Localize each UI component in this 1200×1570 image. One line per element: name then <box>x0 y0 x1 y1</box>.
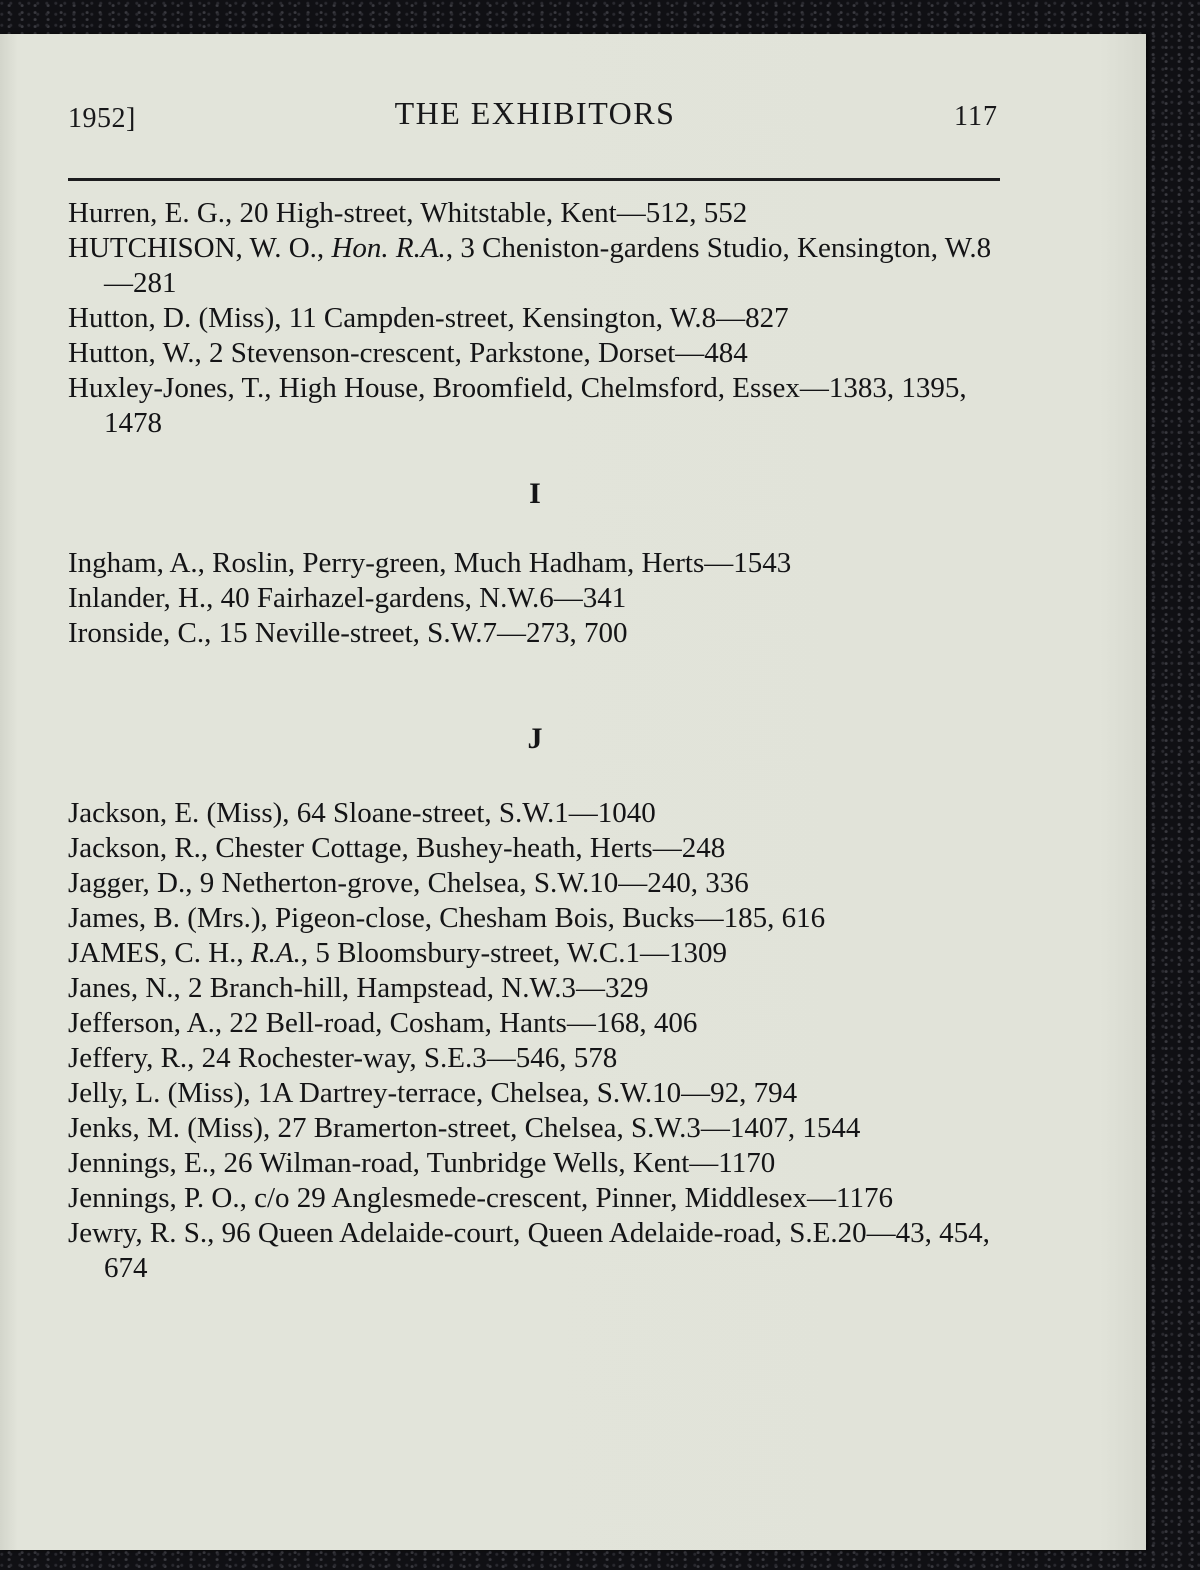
list-item: Jackson, E. (Miss), 64 Sloane-street, S.W.1—1040 <box>68 797 656 829</box>
list-item: Jennings, E., 26 Wilman-road, Tunbridge Wells, Kent—1170 <box>68 1147 776 1179</box>
list-item: Ingham, A., Roslin, Perry-green, Much Hadham, Herts—1543 <box>68 547 792 579</box>
list-item: Hutton, W., 2 Stevenson-crescent, Parkstone, Dorset—484 <box>68 337 748 369</box>
exhibitor-list <box>68 196 1002 1286</box>
list-item: Janes, N., 2 Branch-hill, Hampstead, N.W.3—329 <box>68 972 649 1004</box>
list-item: HUTCHISON, W. O., Hon. R.A., 3 Cheniston-gardens Studio, Kensington, W.8—281 <box>68 232 992 299</box>
page-title: THE EXHIBITORS <box>394 95 676 131</box>
list-item: Jefferson, A., 22 Bell-road, Cosham, Hants—168, 406 <box>68 1007 698 1039</box>
list-item: Jelly, L. (Miss), 1A Dartrey-terrace, Chelsea, S.W.10—92, 794 <box>68 1077 798 1109</box>
list-item: Hurren, E. G., 20 High-street, Whitstable, Kent—512, 552 <box>68 197 748 229</box>
section-letter-j: J <box>527 722 543 755</box>
list-item: Jenks, M. (Miss), 27 Bramerton-street, Chelsea, S.W.3—1407, 1544 <box>68 1112 861 1144</box>
header-year: 1952] <box>68 103 136 134</box>
page-number: 117 <box>954 101 998 132</box>
list-item: James, B. (Mrs.), Pigeon-close, Chesham Bois, Bucks—185, 616 <box>68 902 826 934</box>
list-item: Huxley-Jones, T., High House, Broomfield, Chelmsford, Essex—1383, 1395, 1478 <box>68 372 967 439</box>
running-header <box>68 95 1002 145</box>
list-item: Jagger, D., 9 Netherton-grove, Chelsea, S.W.10—240, 336 <box>68 867 749 899</box>
list-item: Jeffery, R., 24 Rochester-way, S.E.3—546, 578 <box>68 1042 618 1074</box>
list-item: JAMES, C. H., R.A., 5 Bloomsbury-street, W.C.1—1309 <box>68 937 727 969</box>
list-item: Jackson, R., Chester Cottage, Bushey-heath, Herts—248 <box>68 832 726 864</box>
list-item: Inlander, H., 40 Fairhazel-gardens, N.W.6—341 <box>68 582 627 614</box>
header-rule <box>68 178 1000 181</box>
list-item: Ironside, C., 15 Neville-street, S.W.7—273, 700 <box>68 617 628 649</box>
list-item: Hutton, D. (Miss), 11 Campden-street, Kensington, W.8—827 <box>68 302 789 334</box>
list-item: Jennings, P. O., c/o 29 Anglesmede-crescent, Pinner, Middlesex—1176 <box>68 1182 893 1214</box>
section-letter-i: I <box>529 477 541 510</box>
list-item: Jewry, R. S., 96 Queen Adelaide-court, Queen Adelaide-road, S.E.20—43, 454, 674 <box>68 1217 990 1284</box>
